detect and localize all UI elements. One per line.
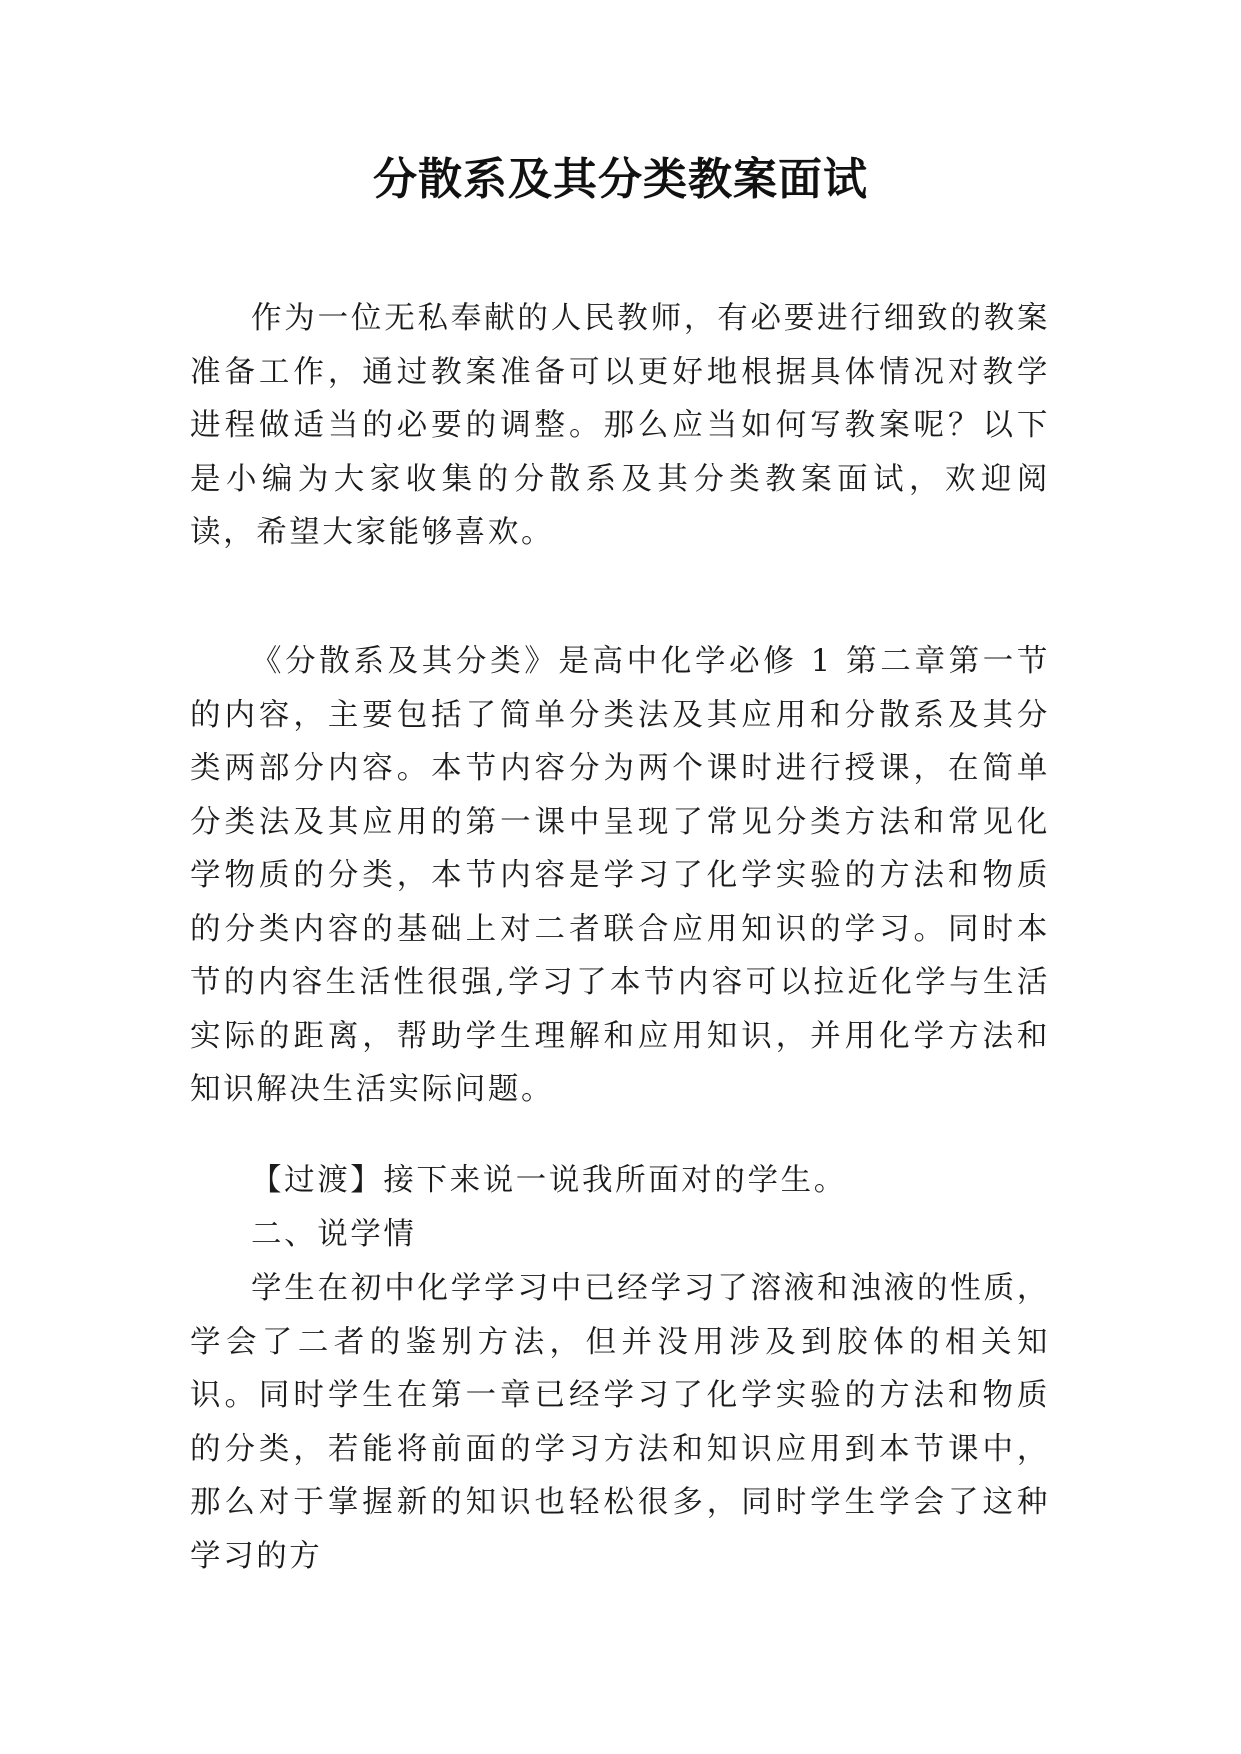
intro-paragraph: 作为一位无私奉献的人民教师，有必要进行细致的教案准备工作，通过教案准备可以更好地根据具体情况对教学进程做适当的必要的调整。那么应当如何写教案呢？以下是小编为大家收集的分散系及其分类教案面试，欢迎阅读，希望大家能够喜欢。 — [190, 301, 1050, 550]
section-heading-student-situation: 二、说学情 — [251, 1217, 417, 1252]
transition-paragraph: 【过渡】接下来说一说我所面对的学生。 — [251, 1163, 847, 1198]
document-title: 分散系及其分类教案面试 — [373, 154, 868, 205]
overview-paragraph: 《分散系及其分类》是高中化学必修 1 第二章第一节的内容，主要包括了简单分类法及其应用和分散系及其分类两部分内容。本节内容分为两个课时进行授课，在简单分类法及其应用的第一课中呈现了常见分类方法和常见化学物质的分类，本节内容是学习了化学实验的方法和物质的分类内容的基础上对二者联合应用知识的学习。同时本节的内容生活性很强,学习了本节内容可以拉近化学与生活实际的距离，帮助学生理解和应用知识，并用化学方法和知识解决生活实际问题。 — [190, 644, 1050, 1107]
students-paragraph: 学生在初中化学学习中已经学习了溶液和浊液的性质，学会了二者的鉴别方法，但并没用涉及到胶体的相关知识。同时学生在第一章已经学习了化学实验的方法和物质的分类，若能将前面的学习方法和知识应用到本节课中，那么对于掌握新的知识也轻松很多，同时学生学会了这种学习的方 — [190, 1271, 1050, 1574]
